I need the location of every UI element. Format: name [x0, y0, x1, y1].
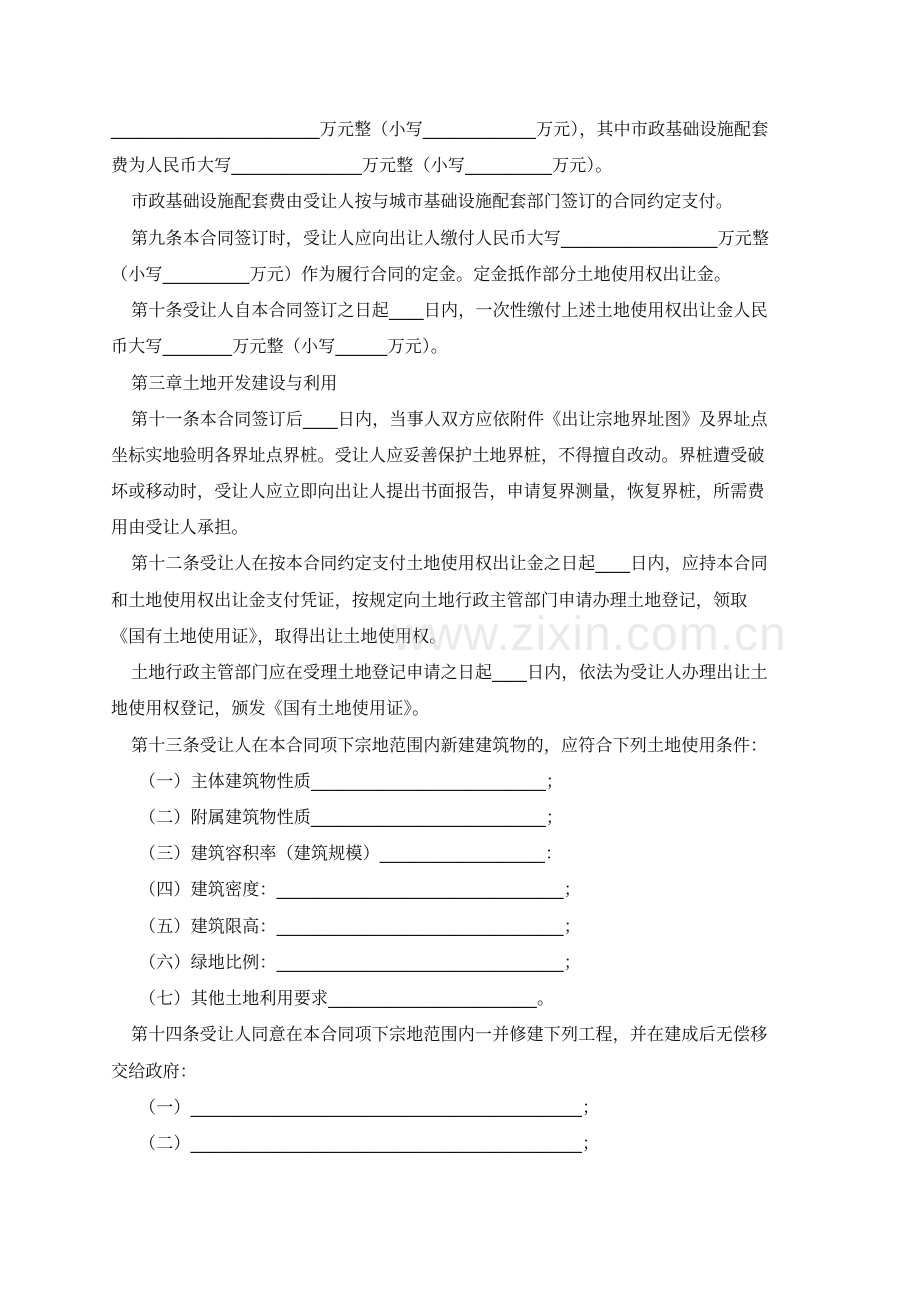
text-line: 坏或移动时，受让人应立即向出让人提出书面报告，申请复界测量，恢复界桩，所需费: [111, 482, 765, 502]
text-line: 币大写________万元整（小写______万元）。: [111, 337, 448, 357]
text-line: 市政基础设施配套费由受让人按与城市基础设施配套部门签订的合同约定支付。: [131, 192, 733, 212]
list-item: （二）附属建筑物性质___________________________；: [139, 808, 564, 828]
text-line: 坐标实地验明各界址点界桩。受让人应妥善保护土地界桩，不得擅自改动。界桩遭受破: [111, 446, 765, 466]
chapter-heading: 第三章土地开发建设与利用: [131, 374, 338, 394]
text-line: 交给政府：: [111, 1062, 197, 1082]
list-item: （三）建筑容积率（建筑规模）___________________：: [139, 844, 563, 864]
text-line: ________________________万元整（小写_____________万元），其中市政基础设施配套: [111, 120, 769, 140]
article-9-line: 第九条本合同签订时，受让人应向出让人缴付人民币大写__________________万元整: [131, 229, 770, 249]
watermark: www.zixin.com.cn: [392, 608, 787, 661]
list-item: （七）其他土地利用要求________________________。: [139, 989, 555, 1009]
text-line: 地使用权登记，颁发《国有土地使用证》。: [111, 699, 430, 719]
text-line: 和土地使用权出让金支付凭证，按规定向土地行政主管部门申请办理土地登记，领取: [111, 591, 748, 611]
list-item: （二）_____________________________________________；: [139, 1134, 600, 1154]
list-item: （四）建筑密度：_________________________________；: [139, 880, 581, 900]
text-line: 费为人民币大写_______________万元整（小写__________万元）。: [111, 156, 613, 176]
text-line: 土地行政主管部门应在受理土地登记申请之日起____日内，依法为受让人办理出让土: [131, 663, 768, 683]
list-item: （一）_____________________________________________；: [139, 1098, 600, 1118]
article-11-line: 第十一条本合同签订后____日内，当事人双方应依附件《出让宗地界址图》及界址点: [131, 410, 768, 430]
article-10-line: 第十条受让人自本合同签订之日起____日内，一次性缴付上述土地使用权出让金人民: [131, 301, 768, 321]
text-line: 《国有土地使用证》，取得出让土地使用权。: [111, 627, 447, 647]
list-item: （五）建筑限高：_________________________________；: [139, 917, 581, 937]
text-line: （小写__________万元）作为履行合同的定金。定金抵作部分土地使用权出让金。: [111, 265, 732, 285]
article-13-line: 第十三条受让人在本合同项下宗地范围内新建建筑物的，应符合下列土地使用条件：: [131, 736, 768, 756]
list-item: （一）主体建筑物性质___________________________；: [139, 772, 564, 792]
article-12-line: 第十二条受让人在按本合同约定支付土地使用权出让金之日起____日内，应持本合同: [131, 554, 768, 574]
text-line: 用由受让人承担。: [111, 518, 249, 538]
article-14-line: 第十四条受让人同意在本合同项下宗地范围内一并修建下列工程，并在建成后无偿移: [131, 1025, 768, 1045]
list-item: （六）绿地比例：_________________________________；: [139, 953, 581, 973]
